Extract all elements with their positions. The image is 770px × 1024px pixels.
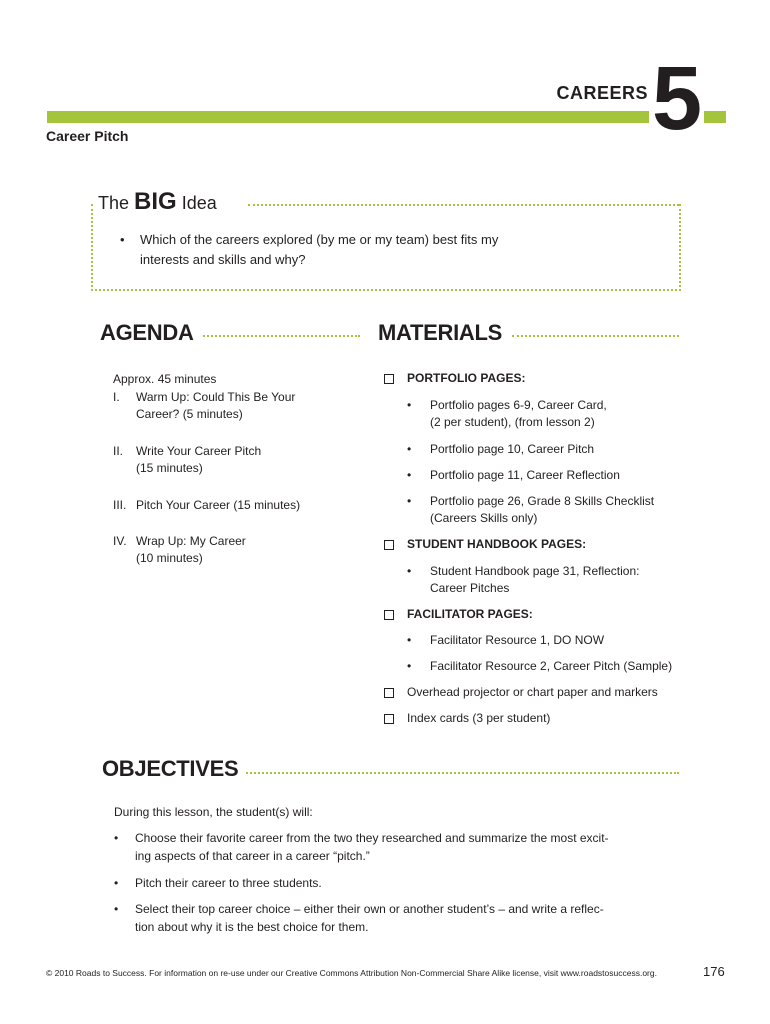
material-item: [407, 563, 720, 597]
material-item-line1: Facilitator Resource 1, DO NOW: [430, 633, 605, 647]
objective-line2: ing aspects of that career in a career “pitch.”: [135, 849, 370, 863]
agenda-item-number: III.: [113, 498, 127, 512]
agenda-item: [113, 497, 343, 514]
checkbox-icon: [384, 610, 394, 620]
facilitator-pages-heading: FACILITATOR PAGES:: [407, 607, 533, 621]
bullet: •: [114, 876, 119, 890]
material-item: [407, 467, 720, 484]
material-item-line2: (2 per student), (from lesson 2): [430, 415, 595, 429]
agenda-item: [113, 389, 343, 423]
big-idea-title: [98, 188, 227, 216]
big-idea-question-line2: interests and skills and why?: [140, 252, 306, 267]
checkbox-icon: [384, 688, 394, 698]
bullet: •: [407, 398, 412, 412]
header-accent-bar: [47, 111, 649, 123]
agenda-item: [113, 533, 343, 567]
big-idea-title-suffix: Idea: [181, 193, 217, 213]
material-item: [407, 493, 720, 527]
objective-line1: Pitch their career to three students.: [135, 876, 322, 890]
objective-item: [114, 900, 680, 936]
material-index-cards: Index cards (3 per student): [407, 711, 551, 725]
material-item: [407, 397, 720, 431]
objective-line2: tion about why it is the best choice for them.: [135, 920, 369, 934]
materials-heading-dots: [512, 335, 679, 337]
objective-item: [114, 874, 680, 892]
agenda-item-line1: Warm Up: Could This Be Your: [136, 390, 296, 404]
objective-line1: Select their top career choice – either their own or another student’s – and write a reflec-: [135, 902, 604, 916]
bullet: •: [114, 902, 119, 916]
unit-title: CAREERS: [556, 83, 648, 103]
header-accent-bar-right: [704, 111, 726, 123]
agenda-item-line1: Write Your Career Pitch: [136, 444, 262, 458]
big-idea-question-line1: Which of the careers explored (by me or my team) best fits my: [140, 232, 499, 247]
materials-heading: MATERIALS: [378, 320, 510, 346]
agenda-item-line1: Pitch Your Career (15 minutes): [136, 498, 301, 512]
bullet: •: [407, 468, 412, 482]
agenda-item-line2: (10 minutes): [136, 551, 203, 565]
material-item: [407, 441, 720, 458]
agenda-item: [113, 443, 343, 477]
bullet: •: [407, 564, 412, 578]
material-item-line2: Career Pitches: [430, 581, 510, 595]
big-idea-top-border: [248, 204, 679, 206]
objective-line1: Choose their favorite career from the two they researched and summarize the most excit-: [135, 831, 609, 845]
checkbox-icon: [384, 714, 394, 724]
material-item: [407, 658, 720, 675]
agenda-item-number: IV.: [113, 534, 127, 548]
checkbox-icon: [384, 374, 394, 384]
page-number: 176: [703, 964, 725, 979]
big-idea-title-prefix: The: [98, 193, 130, 213]
material-item-line1: Student Handbook page 31, Reflection:: [430, 564, 640, 578]
bullet: •: [407, 494, 412, 508]
objectives-heading: OBJECTIVES: [102, 756, 246, 782]
agenda-item-number: II.: [113, 444, 124, 458]
objectives-heading-dots: [243, 772, 679, 774]
agenda-item-line2: (15 minutes): [136, 461, 203, 475]
bullet: •: [120, 232, 125, 247]
agenda-heading: AGENDA: [100, 320, 202, 346]
agenda-item-line1: Wrap Up: My Career: [136, 534, 246, 548]
bullet: •: [407, 659, 412, 673]
agenda-heading-dots: [200, 335, 360, 337]
big-idea-title-big: BIG: [134, 188, 177, 215]
objectives-intro: During this lesson, the student(s) will:: [114, 805, 313, 819]
material-item-line1: Portfolio pages 6-9, Career Card,: [430, 398, 607, 412]
objective-item: [114, 829, 680, 865]
material-item-line1: Portfolio page 26, Grade 8 Skills Checklist: [430, 494, 655, 508]
portfolio-pages-heading: PORTFOLIO PAGES:: [407, 371, 526, 385]
bullet: •: [114, 831, 119, 845]
agenda-duration: Approx. 45 minutes: [113, 372, 217, 386]
material-item-line2: (Careers Skills only): [430, 511, 538, 525]
unit-number: 5: [652, 49, 701, 149]
checkbox-icon: [384, 540, 394, 550]
material-item-line1: Portfolio page 10, Career Pitch: [430, 442, 595, 456]
material-overhead: Overhead projector or chart paper and markers: [407, 685, 658, 699]
big-idea-question: [120, 230, 640, 270]
lesson-title: Career Pitch: [46, 128, 129, 144]
agenda-item-number: I.: [113, 390, 120, 404]
agenda-item-line2: Career? (5 minutes): [136, 407, 243, 421]
material-item: [407, 632, 720, 649]
handbook-pages-heading: STUDENT HANDBOOK PAGES:: [407, 537, 587, 551]
footer-copyright: © 2010 Roads to Success. For information on re-use under our Creative Commons Attribution Non-Commercial Share Alike license, visit www.roadstosuccess.org.: [46, 968, 657, 978]
bullet: •: [407, 442, 412, 456]
material-item-line1: Facilitator Resource 2, Career Pitch (Sample): [430, 659, 673, 673]
bullet: •: [407, 633, 412, 647]
material-item-line1: Portfolio page 11, Career Reflection: [430, 468, 620, 482]
